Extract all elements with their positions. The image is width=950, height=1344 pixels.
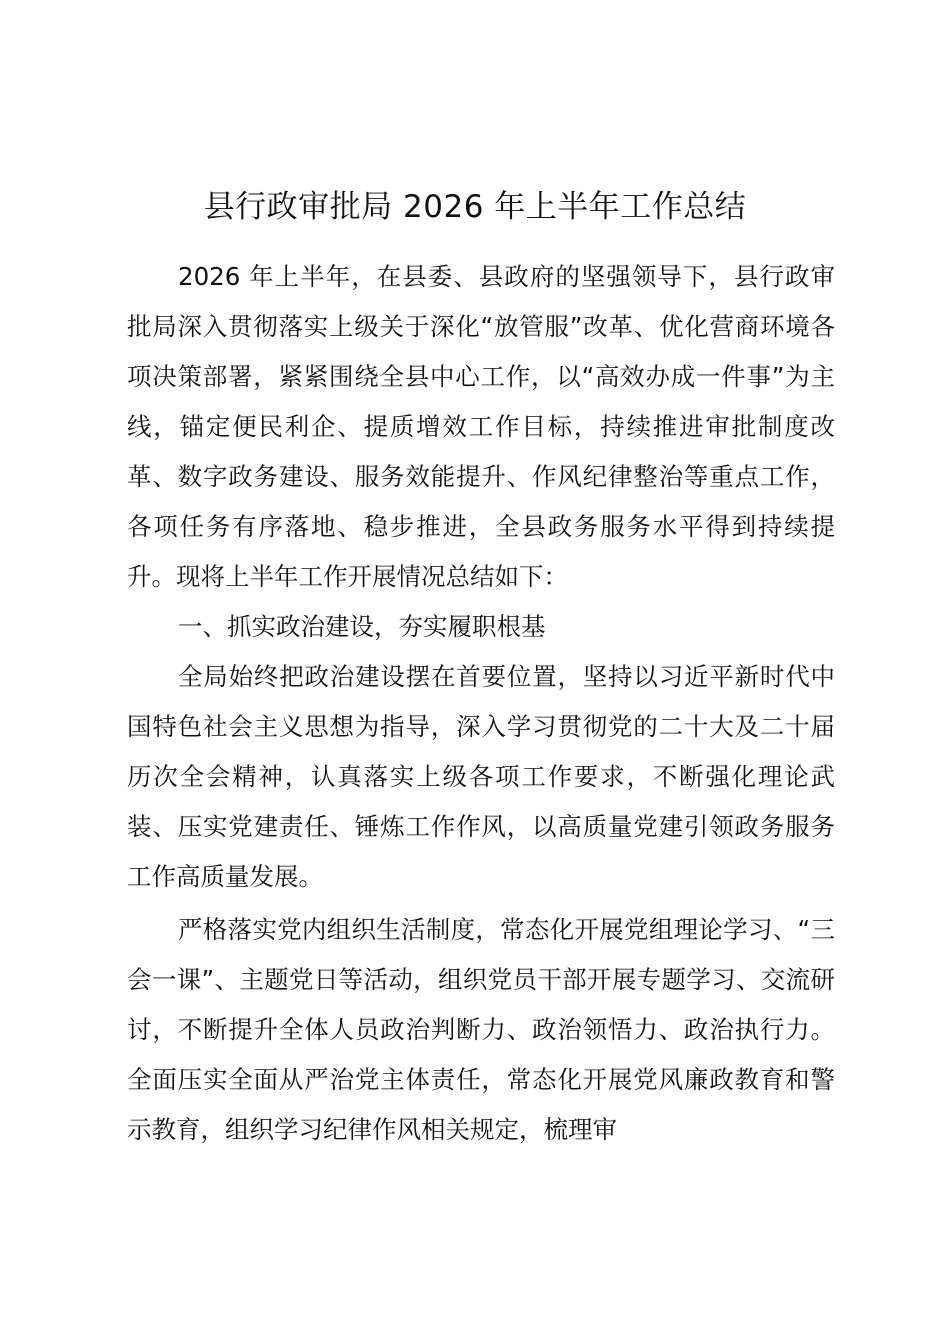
document-title: 县行政审批局 2026 年上半年工作总结 <box>203 189 747 225</box>
section-1-paragraph-1: 全局始终把政治建设摆在首要位置，坚持以习近平新时代中国特色社会主义思想为指导，深入学习贯彻党的二十大及二十届历次全会精神，认真落实上级各项工作要求，不断强化理论武装、压实党建责任、锤炼工作作风，以高质量党建引领政务服务工作高质量发展。 <box>127 662 835 891</box>
section-1-paragraph-2: 严格落实党内组织生活制度，常态化开展党组理论学习、“三会一课”、主题党日等活动，组织党员干部开展专题学习、交流研讨，不断提升全体人员政治判断力、政治领悟力、政治执行力。全面压实全面从严治党主体责任，常态化开展党风廉政教育和警示教育，组织学习纪律作风相关规定，梳理审 <box>127 915 835 1144</box>
document-body <box>127 252 835 1155</box>
section-1-heading: 一、抓实政治建设，夯实履职根基 <box>178 612 546 641</box>
intro-paragraph: 2026 年上半年，在县委、县政府的坚强领导下，县行政审批局深入贯彻落实上级关于深化“放管服”改革、优化营商环境各项决策部署，紧紧围绕全县中心工作，以“高效办成一件事”为主线，锚定便民利企、提质增效工作目标，持续推进审批制度改革、数字政务建设、服务效能提升、作风纪律整治等重点工作，各项任务有序落地、稳步推进，全县政务服务水平得到持续提升。现将上半年工作开展情况总结如下： <box>127 262 835 591</box>
